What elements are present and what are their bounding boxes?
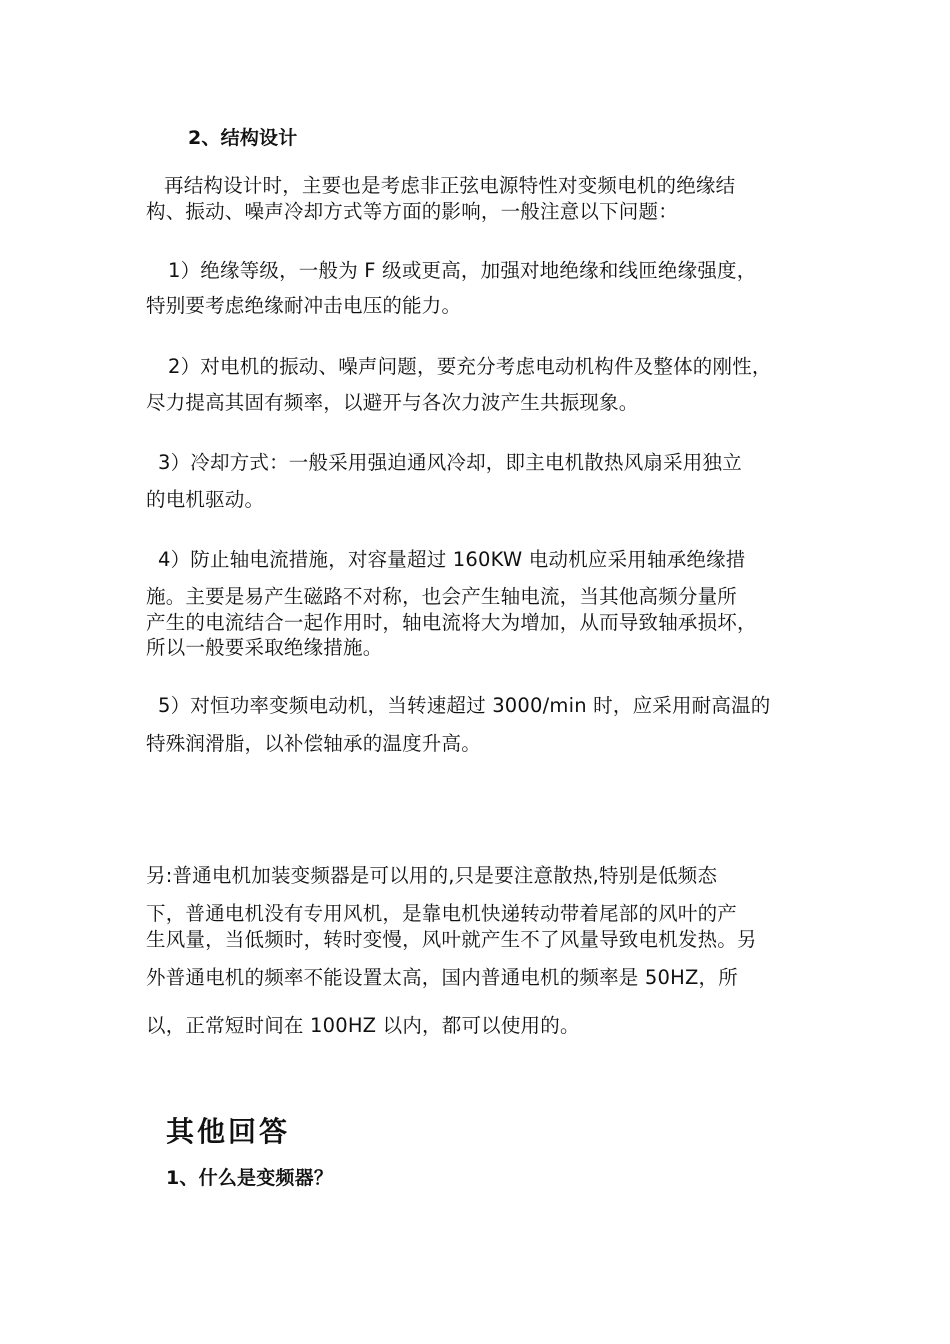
item-5-line-1: 5）对恒功率变频电动机，当转速超过 3000/min 时，应采用耐高温的 bbox=[158, 694, 771, 717]
item-4-line-1: 4）防止轴电流措施，对容量超过 160KW 电动机应采用轴承绝缘措 bbox=[158, 548, 746, 571]
note-line-4: 外普通电机的频率不能设置太高，国内普通电机的频率是 50HZ，所 bbox=[146, 966, 738, 989]
note-line-1: 另:普通电机加装变频器是可以用的,只是要注意散热,特别是低频态 bbox=[146, 864, 718, 887]
item-4-line-3: 产生的电流结合一起作用时，轴电流将大为增加，从而导致轴承损坏， bbox=[146, 611, 757, 634]
item-3-line-2: 的电机驱动。 bbox=[146, 488, 265, 511]
note-line-5: 以，正常短时间在 100HZ 以内，都可以使用的。 bbox=[146, 1014, 580, 1037]
item-4-line-4: 所以一般要采取绝缘措施。 bbox=[146, 636, 383, 659]
item-5-line-2: 特殊润滑脂，以补偿轴承的温度升高。 bbox=[146, 732, 481, 755]
other-answers-heading: 其他回答 bbox=[166, 1115, 291, 1148]
item-1-line-2: 特别要考虑绝缘耐冲击电压的能力。 bbox=[146, 294, 462, 317]
intro-line-2: 构、振动、噪声冷却方式等方面的影响，一般注意以下问题： bbox=[146, 200, 678, 223]
item-4-line-2: 施。主要是易产生磁路不对称，也会产生轴电流，当其他高频分量所 bbox=[146, 585, 738, 608]
section-title: 2、结构设计 bbox=[188, 127, 298, 149]
note-line-2: 下，普通电机没有专用风机，是靠电机快递转动带着尾部的风叶的产 bbox=[146, 902, 738, 925]
item-3-line-1: 3）冷却方式：一般采用强迫通风冷却，即主电机散热风扇采用独立 bbox=[158, 451, 742, 474]
item-2-line-1: 2）对电机的振动、噪声问题，要充分考虑电动机构件及整体的刚性， bbox=[168, 355, 772, 378]
note-line-3: 生风量，当低频时，转时变慢，风叶就产生不了风量导致电机发热。另 bbox=[146, 928, 757, 951]
item-2-line-2: 尽力提高其固有频率，以避开与各次力波产生共振现象。 bbox=[146, 391, 639, 414]
question-1: 1、什么是变频器？ bbox=[166, 1167, 334, 1189]
intro-line-1: 再结构设计时，主要也是考虑非正弦电源特性对变频电机的绝缘结 bbox=[164, 174, 736, 197]
item-1-line-1: 1）绝缘等级，一般为 F 级或更高，加强对地绝缘和线匝绝缘强度， bbox=[168, 259, 757, 282]
